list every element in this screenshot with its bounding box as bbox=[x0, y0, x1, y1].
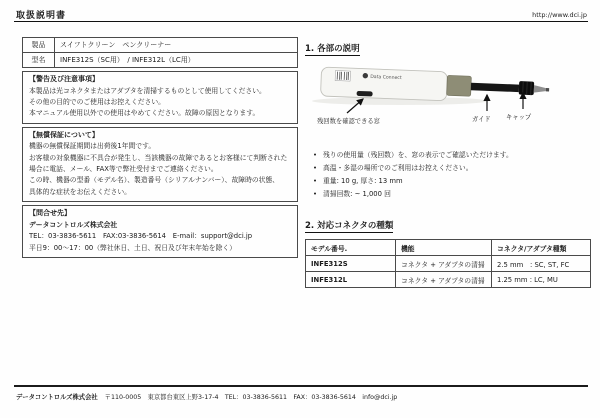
pen-tip-end bbox=[546, 88, 549, 92]
right-column bbox=[305, 36, 590, 288]
note-text: 残りの使用量（残回数）を、窓の表示でご確認いただけます。 bbox=[323, 151, 513, 159]
pen-logo-text: Data Connect bbox=[370, 74, 402, 82]
col-header-types: コネクタ/アダプタ種類 bbox=[492, 240, 591, 256]
document-title: 取扱説明書 bbox=[16, 11, 67, 21]
warranty-box bbox=[22, 127, 298, 203]
section2 bbox=[305, 213, 590, 288]
footer-company: データコントロルズ株式会社 bbox=[16, 394, 98, 401]
warranty-line: 具体的な症状をお伝えください。 bbox=[29, 187, 131, 196]
cell-function: コネクタ + アダプタの清掃 bbox=[396, 272, 492, 288]
spec-label-model: 型名 bbox=[23, 53, 55, 68]
warning-line: その他の目的でのご使用はお控えください。 bbox=[29, 97, 165, 106]
bullet-icon: • bbox=[313, 164, 318, 172]
cell-types: 1.25 mm : LC, MU bbox=[492, 272, 591, 288]
table-row bbox=[23, 53, 298, 68]
warning-box-title: 【警告及び注意事項】 bbox=[29, 75, 99, 83]
warranty-line: お客様の対象機器に不具合が発生し、当該機器の故障であるとお客様にて判断された bbox=[29, 153, 288, 162]
window-label: 残回数を確認できる窓 bbox=[317, 118, 380, 125]
notes-list bbox=[305, 149, 590, 201]
contact-line: TEL：03-3836-5611 FAX:03-3836-5614 E-mail：support@dci.jp bbox=[29, 232, 253, 241]
product-spec-table bbox=[22, 37, 298, 68]
warning-box bbox=[22, 71, 298, 124]
header-url: http://www.dci.jp bbox=[532, 11, 587, 19]
note-text: 高温・多湿の場所でのご利用はお控えください。 bbox=[323, 164, 473, 172]
cell-types: 2.5 mm : SC, ST, FC bbox=[492, 256, 591, 272]
guide-label: ガイド bbox=[472, 116, 491, 123]
section1-heading: 1. 各部の説明 bbox=[305, 44, 360, 54]
note-text: 重量: 10 g, 厚さ: 13 mm bbox=[323, 177, 403, 185]
contact-box bbox=[22, 205, 298, 258]
footer-divider bbox=[14, 385, 588, 387]
note-text: 清掃回数: ~ 1,000 回 bbox=[323, 190, 391, 198]
footer bbox=[16, 392, 397, 401]
table-row bbox=[306, 256, 591, 272]
col-header-function: 機能 bbox=[396, 240, 492, 256]
contact-box-title: 【問合せ先】 bbox=[29, 209, 71, 218]
cap-label: キャップ bbox=[506, 114, 532, 121]
table-row bbox=[306, 272, 591, 288]
pen-tip bbox=[534, 85, 546, 93]
cell-function: コネクタ + アダプタの清掃 bbox=[396, 256, 492, 272]
footer-address: 〒110-0005 東京都台東区上野3-17-4 TEL：03-3836-5611 FAX：03-3836-5614 info@dci.jp bbox=[104, 394, 398, 401]
col-header-model: モデル番号. bbox=[306, 240, 396, 256]
spec-value-product: スイフトクリーン ペンクリーナー bbox=[55, 38, 298, 53]
cell-model: INFE312S bbox=[306, 256, 396, 272]
pen-counter-window bbox=[357, 91, 373, 97]
pen-cleaner-illustration bbox=[305, 59, 575, 143]
spec-value-model: INFE312S（SC用） / INFE312L（LC用） bbox=[55, 53, 298, 68]
warranty-line: この時、機器の型番（モデル名）、製造番号（シリアルナンバー）、故障時の状態、 bbox=[29, 176, 280, 185]
warranty-line: 場合に電話、メール、FAX等で弊社受付までご連絡ください。 bbox=[29, 165, 218, 174]
contact-company: データコントロルズ株式会社 bbox=[29, 220, 118, 229]
warranty-box-title: 【無償保証について】 bbox=[29, 130, 99, 139]
spec-label-product: 製品 bbox=[23, 38, 55, 53]
bullet-icon: • bbox=[313, 177, 318, 185]
warranty-line: 機器の無償保証期間は出荷後1年間です。 bbox=[29, 142, 156, 151]
table-header-row bbox=[306, 240, 591, 256]
bullet-icon: • bbox=[313, 151, 318, 159]
warning-line: 本製品は光コネクタまたはアダプタを清掃するものとして使用してください。 bbox=[29, 86, 266, 95]
pen-collar bbox=[447, 75, 472, 96]
cell-model: INFE312L bbox=[306, 272, 396, 288]
header-divider bbox=[14, 21, 588, 22]
connector-table bbox=[305, 239, 591, 288]
section2-heading: 2. 対応コネクタの種類 bbox=[305, 221, 394, 231]
pen-guide-shaft bbox=[471, 83, 519, 92]
bullet-icon: • bbox=[313, 190, 318, 198]
list-item bbox=[313, 149, 590, 162]
table-row bbox=[23, 38, 298, 53]
left-column bbox=[22, 37, 298, 258]
warning-line: 本マニュアル使用以外での使用はやめてください。故障の原因となります。 bbox=[29, 109, 260, 118]
list-item bbox=[313, 175, 590, 188]
product-photo bbox=[305, 59, 590, 143]
contact-line: 平日9：00～17：00（弊社休日、土日、祝日及び年末年始を除く） bbox=[29, 243, 236, 252]
list-item bbox=[313, 188, 590, 201]
list-item bbox=[313, 162, 590, 175]
